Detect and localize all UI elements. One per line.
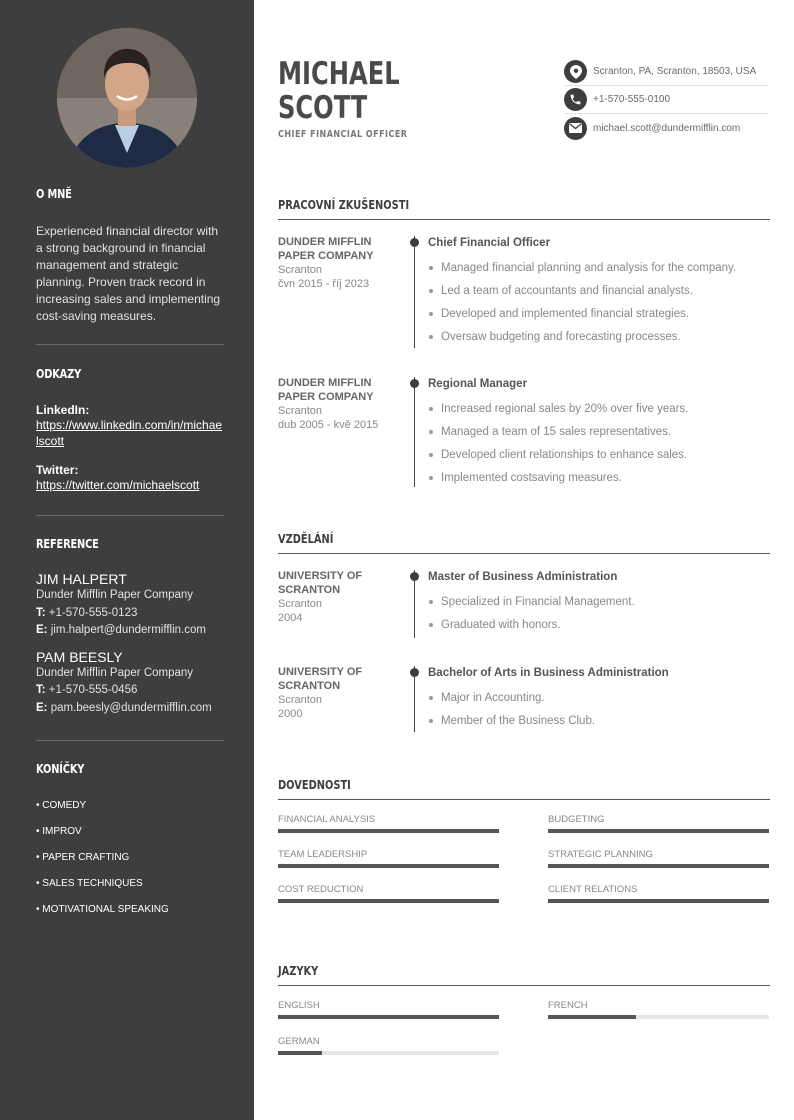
timeline-dot (410, 238, 419, 247)
skill-item (278, 849, 499, 868)
skill-name: COST REDUCTION (278, 884, 364, 895)
language-item (278, 1000, 499, 1019)
language-level-bar (548, 1015, 636, 1019)
contact-email (564, 114, 768, 142)
language-level-bar (278, 1051, 322, 1055)
sidebar (0, 0, 254, 1120)
company-name: DUNDER MIFFLIN PAPER COMPANY (278, 236, 374, 262)
date-range: čvn 2015 - říj 2023 (278, 278, 370, 290)
company-location: Scranton (278, 264, 323, 276)
company-name: DUNDER MIFFLIN PAPER COMPANY (278, 377, 374, 403)
hobbies-section (36, 762, 224, 930)
date-range: dub 2005 - kvě 2015 (278, 419, 379, 431)
duty-item: Led a team of accountants and financial analysts. (428, 284, 770, 298)
duty-item: Increased regional sales by 20% over five years. (428, 402, 770, 416)
duty-item: Oversaw budgeting and forecasting processes. (428, 330, 770, 344)
education-detail: Graduated with honors. (428, 618, 770, 632)
reference-email: E: jim.halpert@dundermifflin.com (36, 624, 206, 636)
experience-section-header (278, 198, 770, 220)
language-level-bar (278, 1015, 499, 1019)
profile-photo (57, 28, 197, 168)
link-label: LinkedIn: (36, 403, 90, 417)
hobby-item: • COMEDY (36, 800, 87, 811)
language-name: ENGLISH (278, 1000, 320, 1011)
about-title: O MNĚ (36, 187, 72, 201)
education-title: VZDĚLÁNÍ (278, 532, 334, 546)
duty-item: Managed a team of 15 sales representatives. (428, 425, 770, 439)
reference-item (36, 649, 224, 718)
job-role: Regional Manager (428, 378, 528, 390)
graduation-year: 2004 (278, 612, 303, 624)
links-section (36, 367, 224, 494)
skill-name: STRATEGIC PLANNING (548, 849, 653, 860)
graduation-year: 2000 (278, 708, 303, 720)
skill-item (548, 849, 769, 868)
reference-company: Dunder Mifflin Paper Company (36, 666, 194, 679)
education-detail: Member of the Business Club. (428, 714, 770, 728)
language-name: GERMAN (278, 1036, 320, 1047)
hobby-item: • IMPROV (36, 826, 82, 837)
skill-item (548, 814, 769, 833)
skill-name: BUDGETING (548, 814, 605, 825)
language-name: FRENCH (548, 1000, 588, 1011)
about-section (36, 187, 224, 325)
timeline-line (414, 236, 415, 348)
skill-level-bar (548, 864, 769, 868)
about-text: Experienced financial director with a strong background in financial management and strategic planning. Proven track record in increasing sales and implementing cost-saving measures. (36, 224, 221, 323)
skill-level-bar (278, 899, 499, 903)
sidebar-divider (36, 515, 224, 516)
candidate-name: MICHAEL SCOTT (278, 56, 400, 126)
skill-name: TEAM LEADERSHIP (278, 849, 368, 860)
reference-name: JIM HALPERT (36, 571, 127, 587)
link-twitter (36, 463, 224, 494)
duty-item: Developed and implemented financial strategies. (428, 307, 770, 321)
duty-item: Managed financial planning and analysis for the company. (428, 261, 770, 275)
linkedin-link[interactable]: https://www.linkedin.com/in/michaelscott (36, 418, 223, 448)
reference-item (36, 571, 224, 640)
degree-name: Bachelor of Arts in Business Administration (428, 667, 669, 679)
school-location: Scranton (278, 694, 323, 706)
duty-item: Implemented costsaving measures. (428, 471, 770, 485)
references-title: REFERENCE (36, 537, 99, 551)
skill-level-bar (278, 829, 499, 833)
twitter-link[interactable]: https://twitter.com/michaelscott (36, 478, 200, 492)
skill-item (548, 884, 769, 903)
reference-phone: T: +1-570-555-0456 (36, 684, 138, 696)
job-title: CHIEF FINANCIAL OFFICER (278, 129, 408, 140)
email-icon (564, 117, 587, 140)
degree-name: Master of Business Administration (428, 571, 618, 583)
address-text: Scranton, PA, Scranton, 18503, USA (593, 66, 757, 77)
hobby-item: • MOTIVATIONAL SPEAKING (36, 904, 169, 915)
timeline-line (414, 377, 415, 487)
education-detail: Major in Accounting. (428, 691, 770, 705)
timeline-dot (410, 668, 419, 677)
hobbies-title: KONÍČKY (36, 762, 85, 776)
reference-name: PAM BEESLY (36, 648, 123, 665)
timeline-dot (410, 572, 419, 581)
skills-section-header (278, 778, 770, 800)
job-role: Chief Financial Officer (428, 237, 551, 249)
link-linkedin (36, 403, 224, 449)
education-section-header (278, 532, 770, 554)
links-title: ODKAZY (36, 367, 82, 381)
hobby-item: • SALES TECHNIQUES (36, 878, 143, 889)
languages-section-header (278, 964, 770, 986)
skill-level-bar (548, 829, 769, 833)
skill-name: CLIENT RELATIONS (548, 884, 638, 895)
reference-phone: T: +1-570-555-0123 (36, 606, 138, 619)
sidebar-divider (36, 344, 224, 345)
references-section (36, 537, 224, 717)
school-name: UNIVERSITY OF SCRANTON (278, 570, 363, 596)
language-item (278, 1036, 499, 1055)
reference-email: E: pam.beesly@dundermifflin.com (36, 701, 212, 714)
phone-text[interactable]: +1-570-555-0100 (593, 94, 671, 105)
reference-company: Dunder Mifflin Paper Company (36, 589, 194, 601)
languages-title: JAZYKY (278, 964, 319, 978)
experience-title: PRACOVNÍ ZKUŠENOSTI (278, 198, 410, 212)
skill-level-bar (548, 899, 769, 903)
phone-icon (564, 88, 587, 111)
skill-name: FINANCIAL ANALYSIS (278, 814, 376, 825)
duty-item: Developed client relationships to enhance sales. (428, 448, 770, 462)
school-location: Scranton (278, 598, 323, 610)
skills-title: DOVEDNOSTI (278, 778, 351, 792)
skill-item (278, 884, 499, 903)
contact-address (564, 58, 768, 86)
skill-level-bar (278, 864, 499, 868)
company-location: Scranton (278, 405, 323, 417)
skill-item (278, 814, 499, 833)
contact-phone (564, 86, 768, 114)
hobby-item: • PAPER CRAFTING (36, 852, 130, 863)
timeline-dot (410, 379, 419, 388)
language-item (548, 1000, 769, 1019)
education-detail: Specialized in Financial Management. (428, 595, 770, 609)
location-icon (564, 60, 587, 83)
sidebar-divider (36, 740, 224, 741)
link-label: Twitter: (36, 463, 79, 477)
school-name: UNIVERSITY OF SCRANTON (278, 666, 363, 692)
email-text[interactable]: michael.scott@dundermifflin.com (593, 122, 741, 134)
